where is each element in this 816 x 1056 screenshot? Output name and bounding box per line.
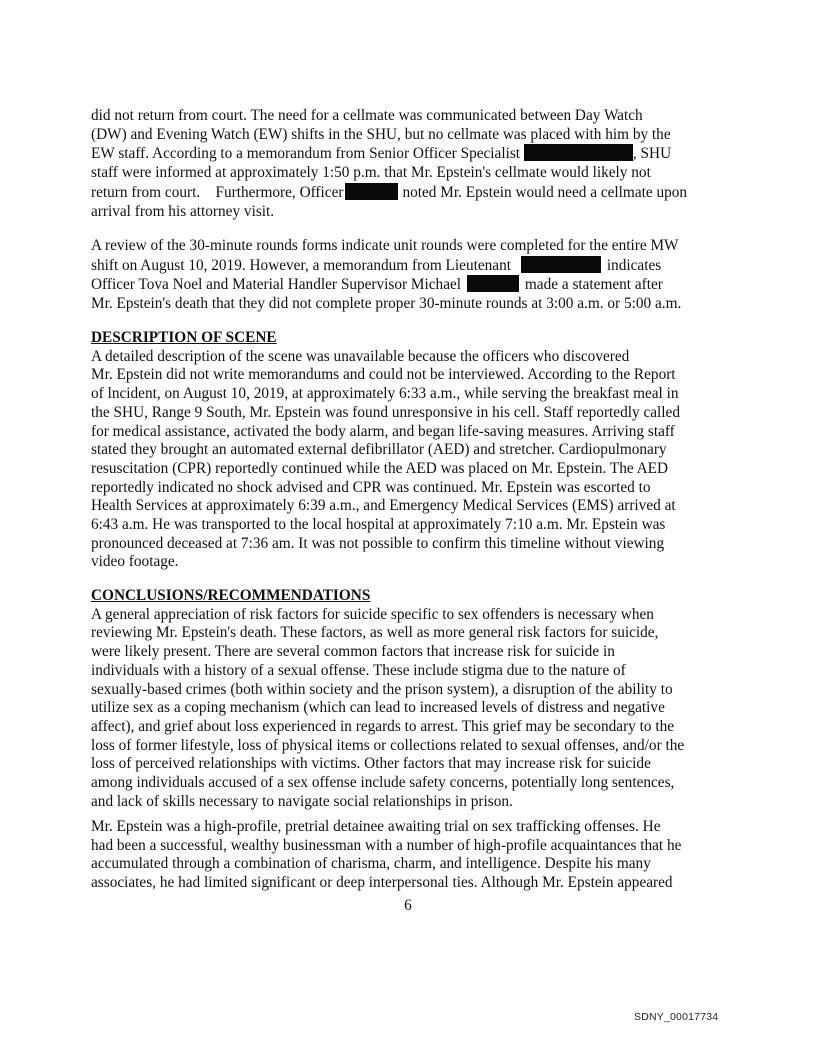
text-line: of lncident, on August 10, 2019, at approximately 6:33 a.m., while serving the breakfast meal in: [91, 385, 679, 403]
text-line: individuals with a history of a sexual offense. These include stigma due to the nature of: [91, 661, 626, 679]
text-line: reviewing Mr. Epstein's death. These factors, as well as more general risk factors for suicide,: [91, 624, 659, 642]
text-segment: Officer Tova Noel and Material Handler Supervisor Michael: [91, 276, 462, 294]
redaction-box: [467, 275, 519, 292]
text-line: A general appreciation of risk factors for suicide specific to sex offenders is necessary when: [91, 605, 654, 623]
paragraph-rounds: [91, 237, 721, 314]
text-line: stated they brought an automated external defibrillator (AED) and stretcher. Cardiopulmonary: [91, 441, 667, 459]
text-line: had been a successful, wealthy businessman with a number of high-profile acquaintances that he: [91, 836, 682, 854]
text-line: A review of the 30-minute rounds forms indicate unit rounds were completed for the entire MW: [91, 237, 679, 254]
text-line: did not return from court. The need for a cellmate was communicated between Day Watch: [91, 107, 643, 124]
redaction-box: [524, 144, 633, 161]
bates-number: SDNY_00017734: [634, 1011, 719, 1023]
text-segment: indicates: [606, 256, 662, 274]
section-heading: CONCLUSIONS/RECOMMENDATIONS: [91, 587, 371, 604]
text-line: (DW) and Evening Watch (EW) shifts in the SHU, but no cellmate was placed with him by the: [91, 125, 671, 143]
text-line: video footage.: [91, 553, 179, 571]
paragraph-profile: [91, 818, 721, 893]
text-line: arrival from his attorney visit.: [91, 202, 275, 220]
text-line: A detailed description of the scene was unavailable because the officers who discovered: [91, 347, 630, 365]
text-line: affect), and grief about loss experienced in regards to arrest. This grief may be secondary to the: [91, 717, 675, 735]
redaction-box: [345, 183, 398, 200]
paragraph-cellmate: [91, 107, 721, 221]
text-line: the SHU, Range 9 South, Mr. Epstein was found unresponsive in his cell. Staff reportedly called: [91, 403, 680, 421]
text-segment: , SHU: [632, 145, 672, 163]
text-line: resuscitation (CPR) reportedly continued while the AED was placed on Mr. Epstein. The AED: [91, 459, 669, 477]
text-line: sexually-based crimes (both within society and the prison system), a disruption of the ability to: [91, 680, 673, 698]
text-line: 6:43 a.m. He was transported to the local hospital at approximately 7:10 a.m. Mr. Epstein was: [91, 516, 666, 534]
text-segment: return from court. Furthermore, Officer: [91, 183, 344, 201]
text-line: reportedly indicated no shock advised and CPR was continued. Mr. Epstein was escorted to: [91, 478, 651, 496]
text-line: loss of former lifestyle, loss of physical items or collections related to sexual offenses, and/or the: [91, 736, 685, 754]
text-line: [91, 275, 721, 295]
text-segment: noted Mr. Epstein would need a cellmate upon: [402, 183, 688, 201]
text-line: [91, 183, 721, 203]
text-line: utilize sex as a coping mechanism (which can lead to increased levels of distress and negative: [91, 699, 665, 717]
text-line: [91, 144, 721, 164]
text-line: pronounced deceased at 7:36 am. It was not possible to confirm this timeline without viewing: [91, 534, 665, 552]
text-line: Mr. Epstein's death that they did not complete proper 30-minute rounds at 3:00 a.m. or 5:00 a.m.: [91, 295, 682, 313]
redaction-box: [521, 256, 601, 273]
text-line: Mr. Epstein was a high-profile, pretrial detainee awaiting trial on sex trafficking offenses. He: [91, 818, 661, 835]
section-conclusions: [91, 587, 721, 811]
section-description-of-scene: [91, 329, 721, 572]
text-line: accumulated through a combination of charisma, charm, and intelligence. Despite his many: [91, 855, 651, 873]
text-line: Mr. Epstein did not write memorandums and could not be interviewed. According to the Report: [91, 366, 676, 384]
text-line: among individuals accused of a sex offense include safety concerns, potentially long sentences,: [91, 774, 675, 792]
text-segment: made a statement after: [524, 276, 663, 294]
section-heading: DESCRIPTION OF SCENE: [91, 329, 277, 346]
page-number: 6: [404, 897, 412, 914]
text-line: were likely present. There are several common factors that increase risk for suicide in: [91, 643, 615, 661]
text-line: Health Services at approximately 6:39 a.m., and Emergency Medical Services (EMS) arrived at: [91, 497, 676, 515]
text-line: staff were informed at approximately 1:50 p.m. that Mr. Epstein's cellmate would likely not: [91, 164, 651, 182]
text-line: associates, he had limited significant or deep interpersonal ties. Although Mr. Epstein appeared: [91, 874, 673, 892]
text-line: [91, 256, 721, 276]
text-line: for medical assistance, activated the body alarm, and began life-saving measures. Arriving staff: [91, 422, 675, 440]
text-line: loss of perceived relationships with victims. Other factors that may increase risk for suicide: [91, 755, 651, 773]
text-line: and lack of skills necessary to navigate social relationships in prison.: [91, 792, 513, 810]
text-segment: shift on August 10, 2019. However, a memorandum from Lieutenant: [91, 256, 511, 274]
text-segment: EW staff. According to a memorandum from Senior Officer Specialist: [91, 145, 521, 163]
